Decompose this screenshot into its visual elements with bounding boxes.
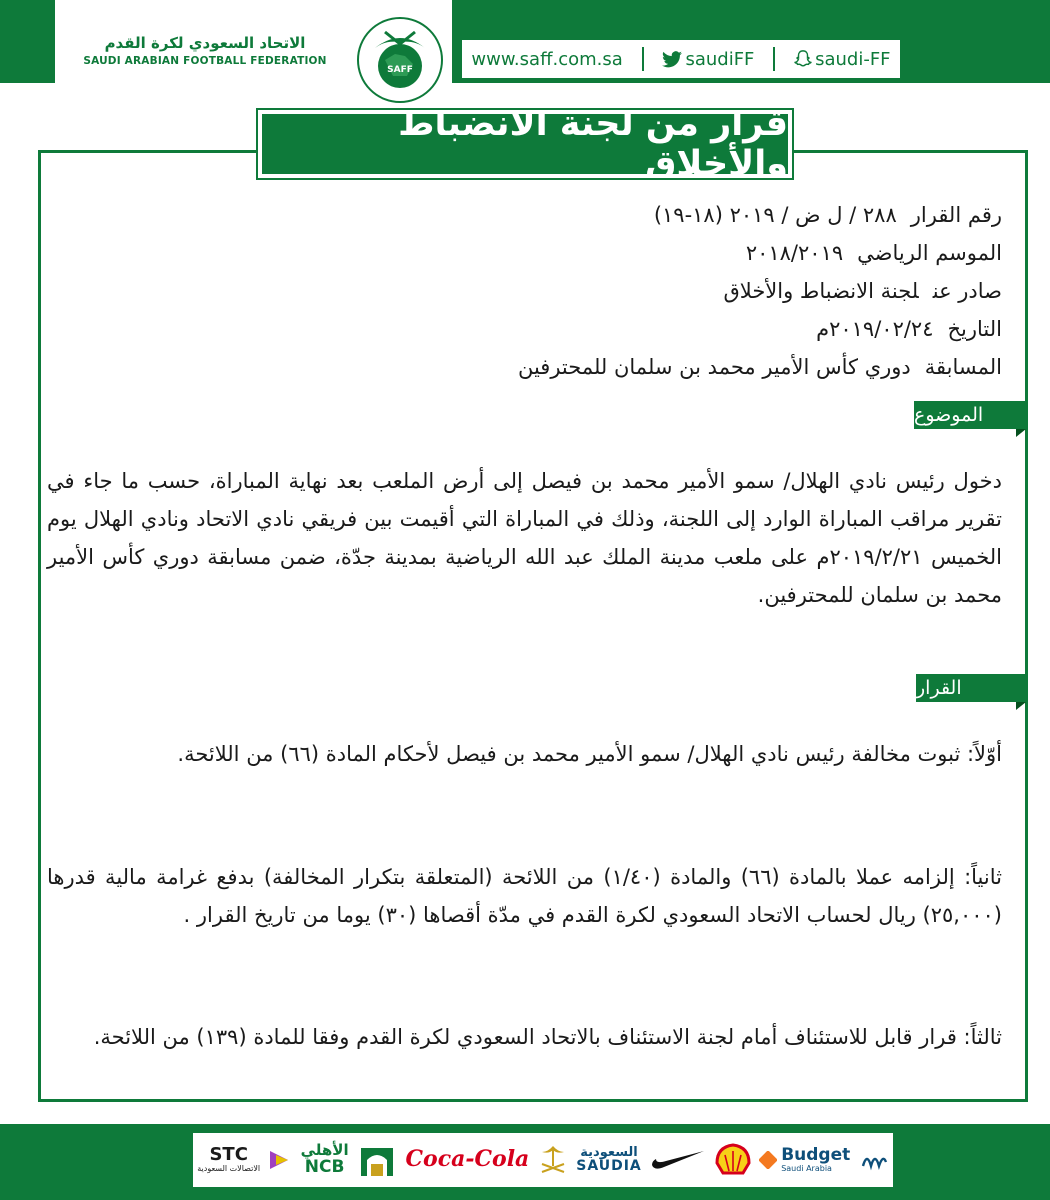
- website-text: www.saff.com.sa: [471, 48, 623, 70]
- emblem-label: SAFF: [387, 65, 413, 75]
- calligraphy-logo-icon: [859, 1148, 889, 1172]
- meta-competition: [282, 348, 1002, 386]
- budget-logo-text: Budget: [781, 1144, 851, 1165]
- meta-label: التاريخ: [947, 317, 1002, 341]
- meta-value: ٢٠١٨/٢٠١٩: [745, 241, 844, 265]
- saff-emblem-icon: [355, 10, 445, 105]
- meta-value: دوري كأس الأمير محمد بن سلمان للمحترفين: [517, 355, 911, 379]
- sponsor-budget: [759, 1144, 851, 1173]
- shell-logo-icon: [715, 1143, 751, 1177]
- divider: [642, 47, 644, 71]
- meta-label: صادر عن: [932, 279, 1002, 303]
- header-green-left: [0, 0, 55, 83]
- divider: [773, 47, 775, 71]
- snapchat-link[interactable]: [794, 49, 890, 70]
- budget-sub-text: Saudi Arabia: [781, 1163, 832, 1173]
- ncb-logo-text: NCB: [304, 1156, 345, 1177]
- meta-date: [282, 310, 1002, 348]
- sponsor-bar: [193, 1133, 893, 1187]
- budget-mark-icon: [759, 1151, 777, 1169]
- arch-logo-icon: [357, 1140, 397, 1180]
- website-link[interactable]: [471, 49, 622, 70]
- federation-logo: [70, 34, 340, 67]
- meta-value: ٢٨٨ / ل ض / ٢٠١٩ (١٨-١٩): [653, 203, 897, 227]
- decision-meta: [282, 196, 1002, 386]
- twitter-handle: saudiFF: [685, 48, 755, 70]
- federation-name-en: SAUDI ARABIAN FOOTBALL FEDERATION: [83, 55, 327, 67]
- saudia-ar-text: السعودية: [580, 1144, 638, 1160]
- meta-label: المسابقة: [924, 355, 1002, 379]
- meta-label: رقم القرار: [910, 203, 1002, 227]
- meta-value: لجنة الانضباط والأخلاق: [723, 279, 919, 303]
- sponsor-saudia: [576, 1146, 642, 1174]
- federation-name-ar: الاتحاد السعودي لكرة القدم: [104, 34, 306, 52]
- decision-heading: القرار: [916, 674, 1026, 702]
- subject-text: دخول رئيس نادي الهلال/ سمو الأمير محمد بن فيصل إلى أرض الملعب بعد نهاية المباراة، حسب ما جاء في تقرير مراقب المباراة الوارد إلى اللجنة، وذلك في المباراة التي أقيمت بين فريقي نادي الاتحاد ونادي الهلال يوم الخميس ٢٠١٩/٢/٢١م على ملعب مدينة الملك عبد الله الرياضية بمدينة جدّة، ضمن مسابقة دوري كأس الأمير محمد بن سلمان للمحترفين.: [47, 469, 1002, 607]
- social-links: [462, 40, 900, 78]
- stc-swirl-icon: [266, 1147, 292, 1173]
- meta-value: ٢٠١٩/٠٢/٢٤م: [816, 317, 934, 341]
- twitter-icon: [662, 51, 682, 68]
- ncb-ar-text: الأهلي: [300, 1141, 349, 1160]
- page-title: قرار من لجنة الانضباط والأخلاق: [258, 110, 792, 178]
- meta-decision-number: [282, 196, 1002, 234]
- decision-third: ثالثاً: قرار قابل للاستئناف أمام لجنة الاستئناف بالاتحاد السعودي لكرة القدم وفقا للمادة (١٣٩) من اللائحة.: [93, 1025, 1002, 1049]
- palm-swords-icon: [538, 1142, 568, 1178]
- stc-logo-text: STC: [209, 1144, 248, 1166]
- stc-sub-text: الاتصالات السعودية: [197, 1164, 261, 1174]
- meta-label: الموسم الرياضي: [857, 241, 1002, 265]
- decision-second: ثانياً: إلزامه عملا بالمادة (٦٦) والمادة (١/٤٠) من اللائحة (المتعلقة بتكرار المخالفة) بدفع غرامة مالية قدرها (٢٥,٠٠٠) ريال لحساب الاتحاد السعودي لكرة القدم في مدّة أقصاها (٣٠) يوما من تاريخ القرار .: [47, 865, 1002, 927]
- subject-heading: الموضوع: [914, 401, 1026, 429]
- snapchat-icon: [794, 50, 812, 68]
- snapchat-handle: saudi-FF: [815, 48, 891, 70]
- nike-swoosh-icon: [650, 1149, 706, 1171]
- sponsor-cocacola: [406, 1148, 530, 1171]
- sponsor-ncb: [301, 1143, 349, 1177]
- decision-first: أوّلاً: ثبوت مخالفة رئيس نادي الهلال/ سمو الأمير محمد بن فيصل لأحكام المادة (٦٦) من اللائحة.: [177, 742, 1002, 766]
- twitter-link[interactable]: [662, 49, 754, 70]
- meta-issued-by: [282, 272, 1002, 310]
- meta-season: [282, 234, 1002, 272]
- sponsor-stc: [197, 1146, 292, 1173]
- cocacola-logo-text: Coca-Cola: [405, 1146, 530, 1173]
- saudia-logo-text: SAUDIA: [576, 1158, 642, 1175]
